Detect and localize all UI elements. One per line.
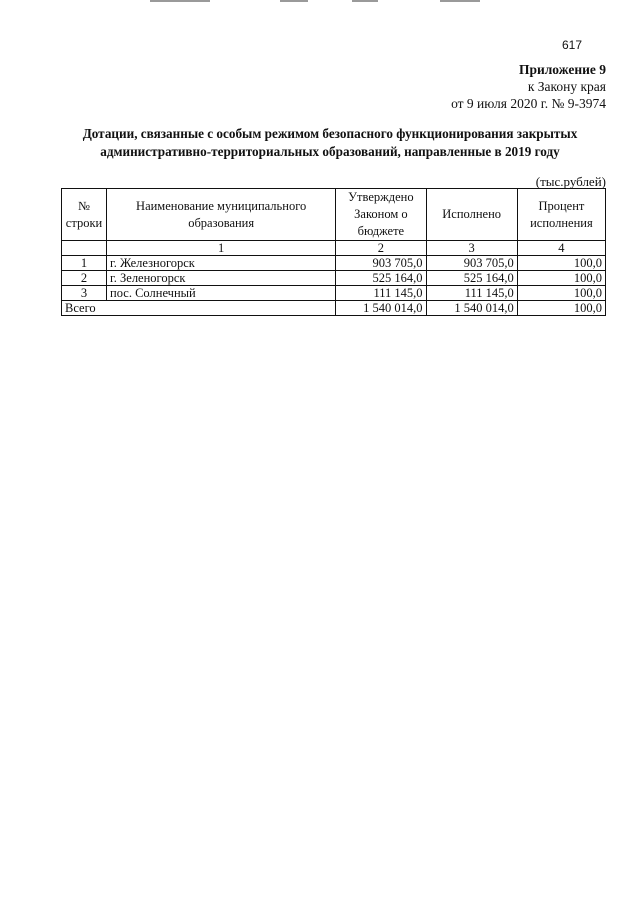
column-number-cell <box>62 241 107 256</box>
column-number-cell: 2 <box>336 241 426 256</box>
municipality-name-cell: г. Железногорск <box>107 256 336 271</box>
executed-amount-cell: 525 164,0 <box>426 271 517 286</box>
total-approved-cell: 1 540 014,0 <box>336 301 426 316</box>
document-title-line-1: Дотации, связанные с особым режимом безопасного функционирования закрытых <box>82 126 578 141</box>
execution-percent-cell: 100,0 <box>517 256 605 271</box>
header-percent-line-1: Процент <box>538 198 585 213</box>
appendix-block <box>451 61 606 112</box>
header-approved-by-law <box>336 189 426 241</box>
column-number-cell: 1 <box>107 241 336 256</box>
approved-amount-cell: 525 164,0 <box>336 271 426 286</box>
table-row <box>62 271 606 286</box>
column-number-cell: 4 <box>517 241 605 256</box>
appendix-title: Приложение 9 <box>518 62 606 77</box>
table-header-row <box>62 189 606 241</box>
header-approved-line-3: бюджете <box>357 224 405 238</box>
approved-amount-cell: 903 705,0 <box>336 256 426 271</box>
column-number-cell: 3 <box>426 241 517 256</box>
header-executed-label: Исполнено <box>442 207 502 221</box>
document-title-line-2: административно-территориальных образований, направленные в 2019 году <box>100 144 560 159</box>
total-percent-cell: 100,0 <box>517 301 605 316</box>
municipality-name-cell: г. Зеленогорск <box>107 271 336 286</box>
executed-amount-cell: 111 145,0 <box>426 286 517 301</box>
header-percent-line-2: исполнения <box>530 215 593 230</box>
total-executed-cell: 1 540 014,0 <box>426 301 517 316</box>
row-number-cell: 2 <box>62 271 107 286</box>
scan-edge-marks <box>0 0 640 4</box>
total-row <box>62 301 606 316</box>
header-executed <box>426 189 517 241</box>
row-number-cell: 1 <box>62 256 107 271</box>
execution-percent-cell: 100,0 <box>517 286 605 301</box>
subsidies-table <box>61 188 606 316</box>
header-municipality-name <box>107 189 336 241</box>
column-number-row <box>62 241 606 256</box>
header-row-number-line-2: строки <box>65 215 103 230</box>
units-label: (тыс.рублей) <box>535 174 606 189</box>
header-execution-percent <box>517 189 605 241</box>
header-municipality-name-line-2: образования <box>188 215 255 230</box>
page-number: 617 <box>561 38 582 52</box>
header-row-number-line-1: № <box>78 198 90 213</box>
document-title <box>40 125 620 161</box>
execution-percent-cell: 100,0 <box>517 271 605 286</box>
header-row-number <box>62 189 107 241</box>
table-row <box>62 286 606 301</box>
appendix-law-date: от 9 июля 2020 г. № 9-3974 <box>451 96 606 111</box>
row-number-cell: 3 <box>62 286 107 301</box>
municipality-name-cell: пос. Солнечный <box>107 286 336 301</box>
header-municipality-name-line-1: Наименование муниципального <box>136 198 307 213</box>
header-approved-line-2: Законом о <box>354 207 408 221</box>
total-label-cell: Всего <box>62 301 336 316</box>
header-approved-line-1: Утверждено <box>348 190 414 204</box>
table-row <box>62 256 606 271</box>
executed-amount-cell: 903 705,0 <box>426 256 517 271</box>
appendix-law-ref: к Закону края <box>527 79 606 94</box>
approved-amount-cell: 111 145,0 <box>336 286 426 301</box>
